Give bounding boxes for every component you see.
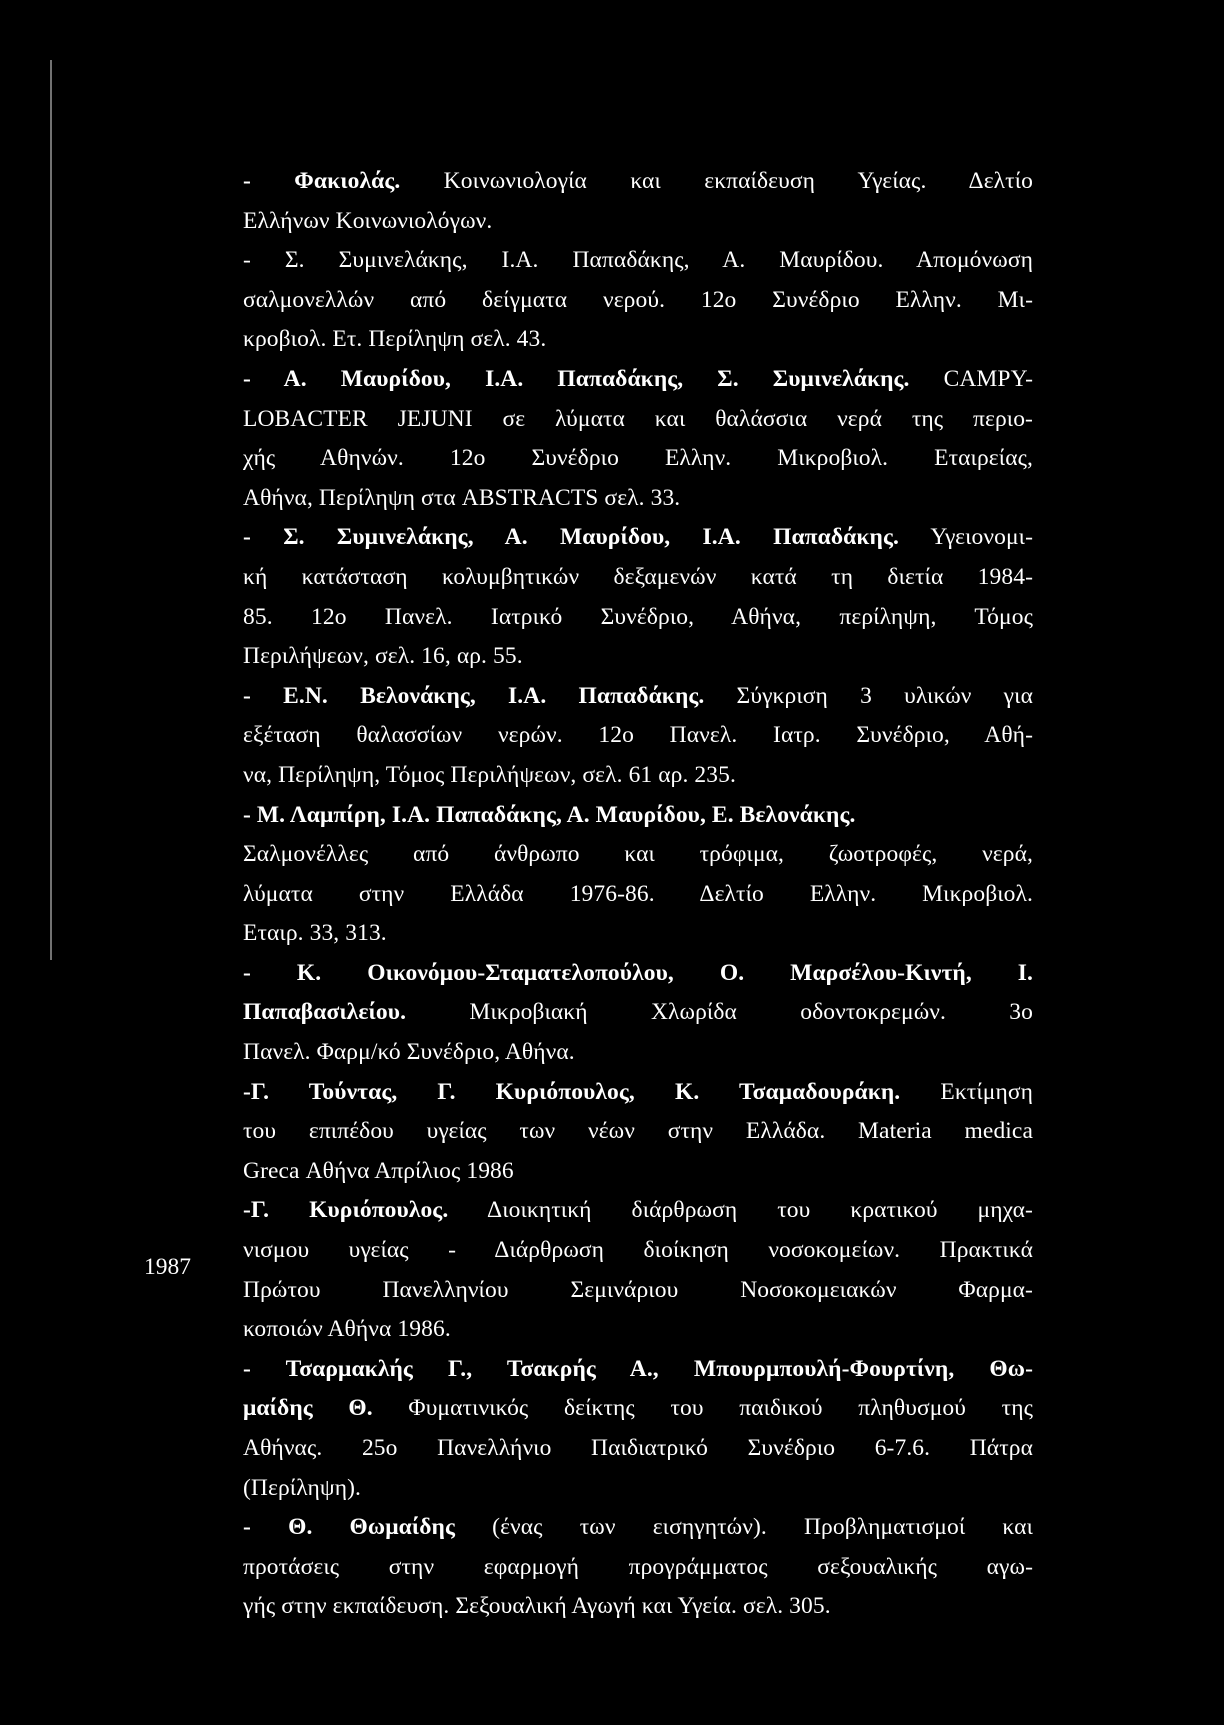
bibliography-line xyxy=(243,716,1033,756)
citation-text: Αθήνα, Περίληψη στα ABSTRACTS σελ. 33. xyxy=(243,484,681,511)
bibliography-line xyxy=(243,1112,1033,1152)
citation-text: Διοικητική διάρθρωση του κρατικού μηχα- xyxy=(448,1197,1033,1224)
author-names: - Κ. Οικονόμου-Σταματελοπούλου, Ο. Μαρσέλου-Κιντή, Ι. xyxy=(243,959,1033,986)
bibliography-line xyxy=(243,162,1033,202)
citation-text: σαλμονελλών από δείγματα νερού. 12ο Συνέδριο Ελλην. Μι- xyxy=(243,286,1033,313)
bibliography-line xyxy=(243,1548,1033,1588)
citation-text: Μικροβιακή Χλωρίδα οδοντοκρεμών. 3ο xyxy=(406,999,1033,1026)
bibliography-line xyxy=(243,1073,1033,1113)
bibliography-line xyxy=(243,400,1033,440)
citation-text: Greca Αθήνα Απρίλιος 1986 xyxy=(243,1157,514,1184)
citation-text: του επιπέδου υγείας των νέων στην Ελλάδα. Materia medica xyxy=(243,1118,1033,1145)
author-names: μαίδης Θ. xyxy=(243,1395,373,1422)
citation-text: Περιλήψεων, σελ. 16, αρ. 55. xyxy=(243,643,523,670)
bibliography-line xyxy=(243,1389,1033,1429)
scan-edge-line xyxy=(50,60,52,960)
author-names: - Μ. Λαμπίρη, Ι.Α. Παπαδάκης, Α. Μαυρίδου, Ε. Βελονάκης. xyxy=(243,801,856,828)
bibliography-line xyxy=(243,954,1033,994)
author-names: Παπαβασιλείου. xyxy=(243,999,407,1026)
bibliography-line xyxy=(243,1469,1033,1509)
citation-text: Εκτίμηση xyxy=(900,1078,1033,1105)
bibliography-line xyxy=(243,598,1033,638)
bibliography-line xyxy=(243,1508,1033,1548)
bibliography-column xyxy=(243,162,1033,1627)
author-names: -Γ. Κυριόπουλος. xyxy=(243,1197,449,1224)
bibliography-line xyxy=(243,1191,1033,1231)
bibliography-line xyxy=(243,993,1033,1033)
bibliography-line xyxy=(243,439,1033,479)
citation-text: κροβιολ. Ετ. Περίληψη σελ. 43. xyxy=(243,326,547,353)
bibliography-line xyxy=(243,518,1033,558)
citation-text: LOBACTER JEJUNI σε λύματα και θαλάσσια νερά της περιο- xyxy=(243,405,1033,432)
bibliography-line xyxy=(243,1271,1033,1311)
citation-text: Ελλήνων Κοινωνιολόγων. xyxy=(243,207,493,234)
bibliography-line xyxy=(243,1152,1033,1192)
bibliography-line xyxy=(243,1231,1033,1271)
author-names: -Γ. Τούντας, Γ. Κυριόπουλος, Κ. Τσαμαδουράκη. xyxy=(243,1078,901,1105)
citation-text: κή κατάσταση κολυμβητικών δεξαμενών κατά τη διετία 1984- xyxy=(243,563,1033,590)
author-names: - Φακιολάς. xyxy=(243,168,401,194)
bibliography-line xyxy=(243,875,1033,915)
bibliography-line xyxy=(243,1350,1033,1390)
citation-text: νισμου υγείας - Διάρθρωση διοίκηση νοσοκομείων. Πρακτικά xyxy=(243,1237,1033,1264)
citation-text: Σαλμονέλλες από άνθρωπο και τρόφιμα, ζωοτροφές, νερά, xyxy=(243,841,1033,868)
bibliography-line xyxy=(243,677,1033,717)
citation-text: Εταιρ. 33, 313. xyxy=(243,920,387,947)
citation-text: Αθήνας. 25ο Πανελλήνιο Παιδιατρικό Συνέδριο 6-7.6. Πάτρα xyxy=(243,1435,1033,1461)
citation-text: να, Περίληψη, Τόμος Περιλήψεων, σελ. 61 αρ. 235. xyxy=(243,761,736,788)
bibliography-line xyxy=(243,637,1033,677)
bibliography-line xyxy=(243,241,1033,281)
author-names: - Θ. Θωμαίδης xyxy=(243,1514,455,1541)
bibliography-line xyxy=(243,479,1033,519)
bibliography-line xyxy=(243,835,1033,875)
citation-text: εξέταση θαλασσίων νερών. 12ο Πανελ. Ιατρ. Συνέδριο, Αθή- xyxy=(243,722,1033,749)
bibliography-line xyxy=(243,281,1033,321)
bibliography-line xyxy=(243,558,1033,598)
citation-text: κοποιών Αθήνα 1986. xyxy=(243,1316,451,1343)
bibliography-line xyxy=(243,914,1033,954)
bibliography-line xyxy=(243,1310,1033,1350)
citation-text: 85. 12ο Πανελ. Ιατρικό Συνέδριο, Αθήνα, περίληψη, Τόμος xyxy=(243,603,1033,630)
citation-text: Σύγκριση 3 υλικών για xyxy=(704,682,1033,709)
bibliography-line xyxy=(243,1429,1033,1469)
bibliography-line xyxy=(243,320,1033,360)
citation-text: προτάσεις στην εφαρμογή προγράμματος σεξουαλικής αγω- xyxy=(243,1553,1033,1580)
citation-text: Υγειονομι- xyxy=(898,524,1033,551)
citation-text: - Σ. Συμινελάκης, Ι.Α. Παπαδάκης, Α. Μαυρίδου. Απομόνωση xyxy=(243,247,1033,274)
citation-text: γής στην εκπαίδευση. Σεξουαλική Αγωγή και Υγεία. σελ. 305. xyxy=(243,1593,831,1620)
author-names: - Α. Μαυρίδου, Ι.Α. Παπαδάκης, Σ. Συμινελάκης. xyxy=(243,365,910,392)
citation-text: Κοινωνιολογία και εκπαίδευση Υγείας. Δελτίο xyxy=(400,168,1033,194)
citation-text: (ένας των εισηγητών). Προβληματισμοί και xyxy=(455,1514,1033,1541)
author-names: - Ε.Ν. Βελονάκης, Ι.Α. Παπαδάκης. xyxy=(243,682,705,709)
citation-text: (Περίληψη). xyxy=(243,1474,361,1501)
bibliography-line xyxy=(243,796,1033,836)
bibliography-line xyxy=(243,756,1033,796)
author-names: - Σ. Συμινελάκης, Α. Μαυρίδου, Ι.Α. Παπαδάκης. xyxy=(243,524,899,551)
citation-text: λύματα στην Ελλάδα 1976-86. Δελτίο Ελλην. Μικροβιολ. xyxy=(243,880,1033,907)
citation-text: Πρώτου Πανελληνίου Σεμινάριου Νοσοκομειακών Φαρμα- xyxy=(243,1276,1033,1303)
bibliography-line xyxy=(243,202,1033,242)
bibliography-line xyxy=(243,1587,1033,1627)
bibliography-line xyxy=(243,1033,1033,1073)
bibliography-line xyxy=(243,360,1033,400)
citation-text: CAMPY- xyxy=(909,365,1033,392)
author-names: - Τσαρμακλής Γ., Τσακρής Α., Μπουρμπουλή-Φουρτίνη, Θω- xyxy=(243,1355,1033,1382)
year-label: 1987 xyxy=(144,1254,191,1280)
citation-text: χής Αθηνών. 12ο Συνέδριο Ελλην. Μικροβιολ. Εταιρείας, xyxy=(243,445,1033,472)
citation-text: Πανελ. Φαρμ/κό Συνέδριο, Αθήνα. xyxy=(243,1039,575,1066)
citation-text: Φυματινικός δείκτης του παιδικού πληθυσμού της xyxy=(372,1395,1033,1422)
